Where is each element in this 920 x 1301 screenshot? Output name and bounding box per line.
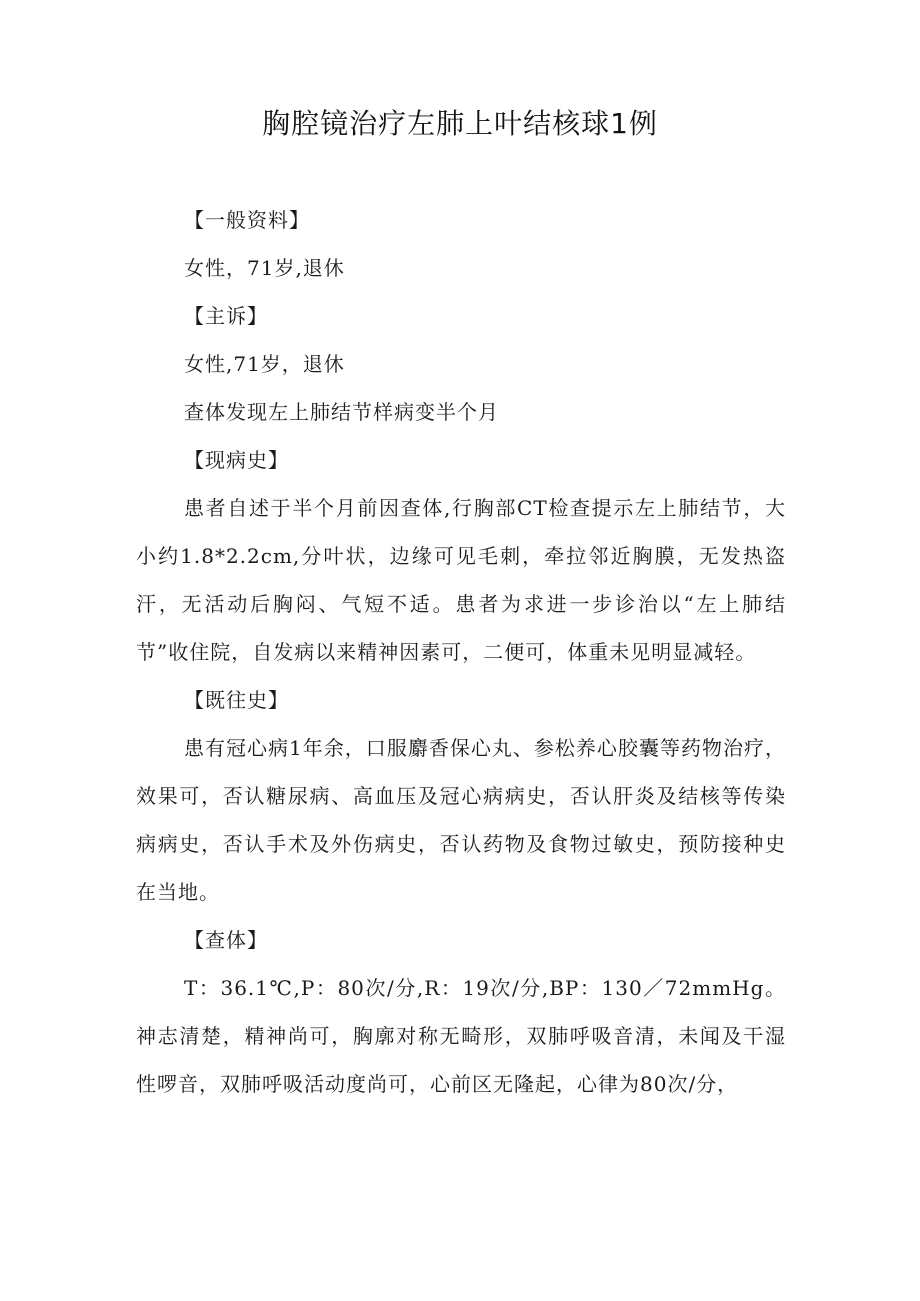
general-info-line: 女性，71岁,退休 xyxy=(184,256,345,280)
section-heading-present-history: 【现病史】 xyxy=(184,448,289,472)
document-body xyxy=(136,196,786,1108)
past-history-paragraph: 患有冠心病1年余，口服麝香保心丸、参松养心胶囊等药物治疗，效果可，否认糖尿病、高血压及冠心病病史，否认肝炎及结核等传染病病史，否认手术及外伤病史，否认药物及食物过敏史，预防接种史在当地。 xyxy=(136,736,786,904)
section-heading-general: 【一般资料】 xyxy=(184,208,310,232)
complaint-line-1: 女性,71岁，退休 xyxy=(184,352,345,376)
exam-paragraph: T：36.1℃,P：80次/分,R：19次/分,BP：130／72mmHg。神志清楚，精神尚可，胸廓对称无畸形，双肺呼吸音清，未闻及干湿性啰音，双肺呼吸活动度尚可，心前区无隆起，心律为80次/分， xyxy=(136,976,786,1096)
present-history-paragraph: 患者自述于半个月前因查体,行胸部CT检查提示左上肺结节，大小约1.8*2.2cm,分叶状，边缘可见毛刺，牵拉邻近胸膜，无发热盗汗，无活动后胸闷、气短不适。患者为求进一步诊治以“左上肺结节”收住院，自发病以来精神因素可，二便可，体重未见明显减轻。 xyxy=(136,496,786,664)
complaint-line-2: 查体发现左上肺结节样病变半个月 xyxy=(184,400,499,424)
section-heading-past-history: 【既往史】 xyxy=(184,688,289,712)
section-heading-complaint: 【主诉】 xyxy=(184,304,268,328)
document-title: 胸腔镜治疗左肺上叶结核球1例 xyxy=(262,107,658,140)
section-heading-exam: 【查体】 xyxy=(184,928,268,952)
